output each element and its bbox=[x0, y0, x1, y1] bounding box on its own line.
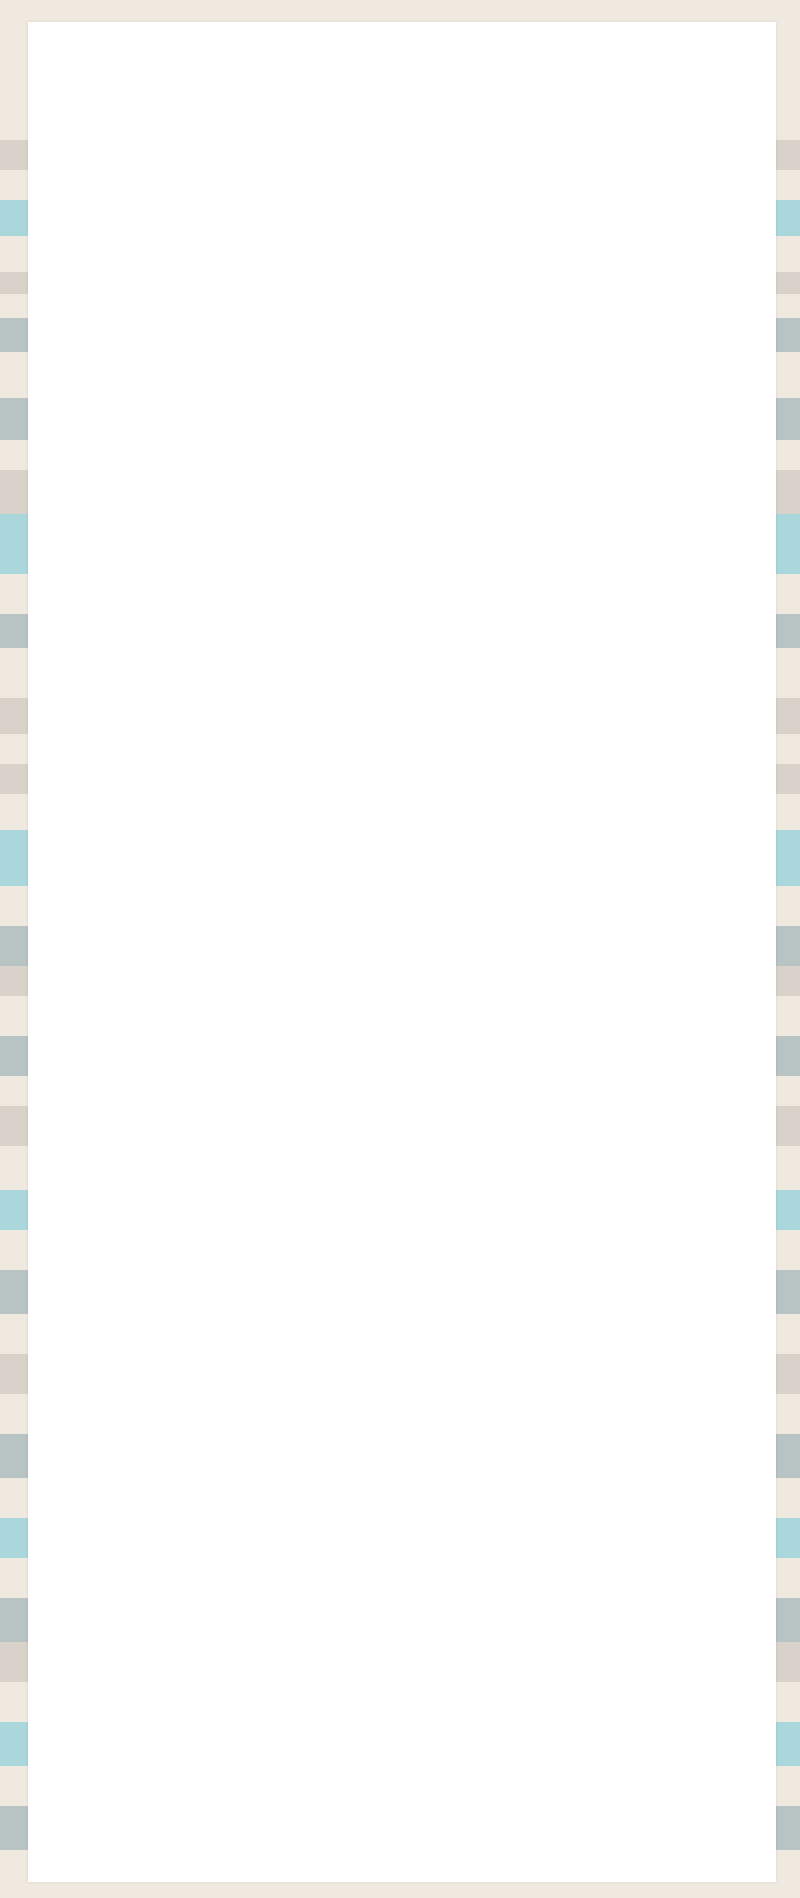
content-card bbox=[28, 22, 776, 1882]
